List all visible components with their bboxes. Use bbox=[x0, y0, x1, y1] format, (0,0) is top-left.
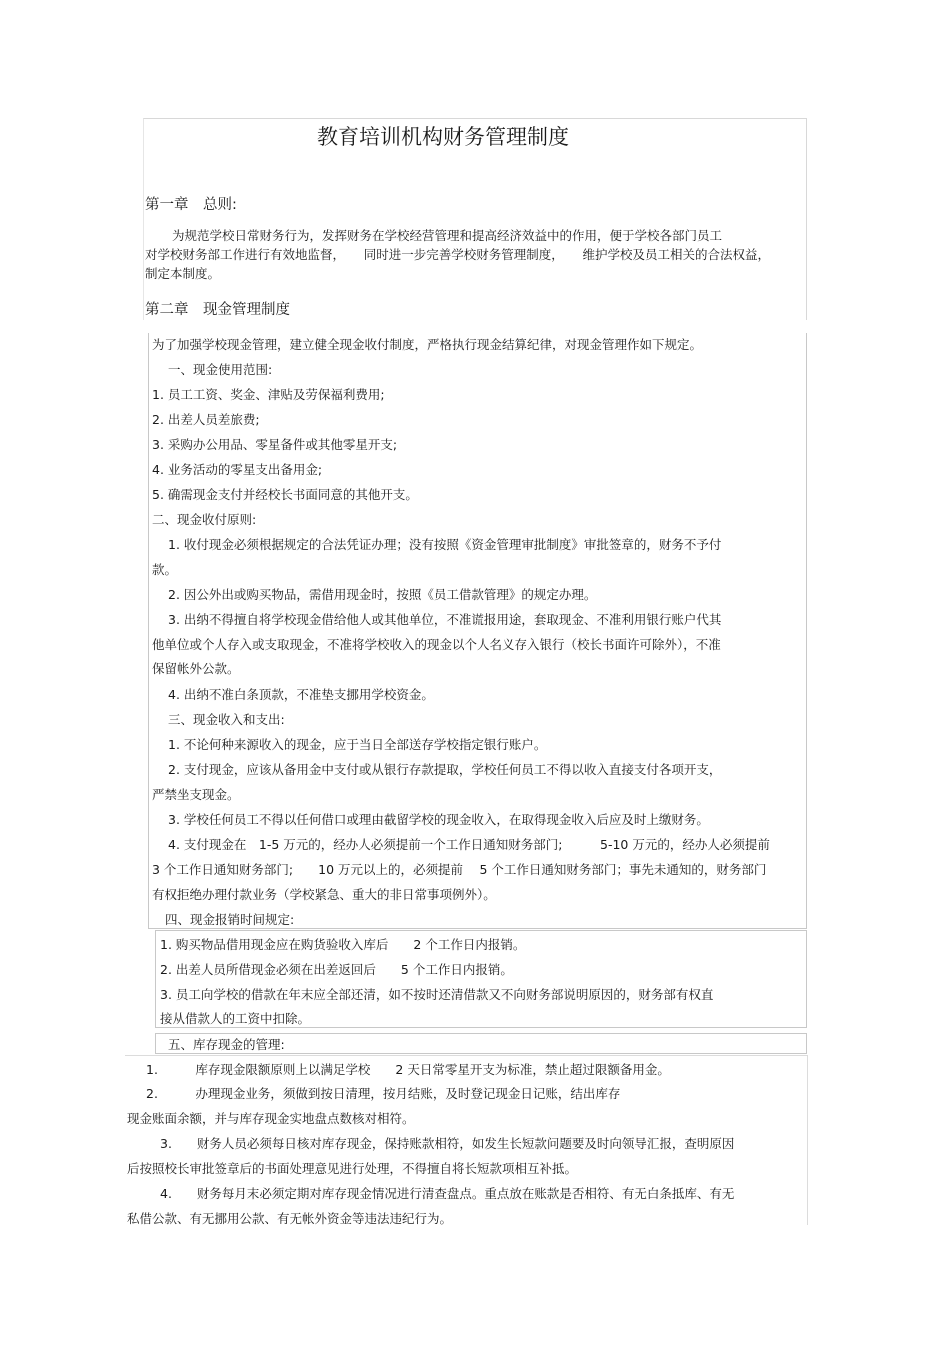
s2-heading: 二、现金收付原则: bbox=[152, 512, 257, 527]
s5-line: 后按照校长审批签章后的书面处理意见进行处理，不得擅自将长短款项相互补抵。 bbox=[127, 1161, 578, 1176]
s3-line: 4. 支付现金在 1-5 万元的，经办人必须提前一个工作日通知财务部门; 5-10 万元的，经办人必须提前 bbox=[168, 837, 770, 852]
s2-line: 保留帐外公款。 bbox=[152, 661, 240, 676]
s2-line: 3. 出纳不得擅自将学校现金借给他人或其他单位，不准谎报用途，套取现金、不准利用银行账户代其 bbox=[168, 612, 722, 627]
s2-line: 他单位或个人存入或支取现金，不准将学校收入的现金以个人名义存入银行（校长书面许可除外），不准 bbox=[152, 637, 721, 652]
s1-item: 4. 业务活动的零星支出备用金; bbox=[152, 462, 323, 477]
s4-line: 接从借款人的工资中扣除。 bbox=[160, 1011, 311, 1026]
s4-line: 2. 出差人员所借现金必须在出差返回后 5 个工作日内报销。 bbox=[160, 962, 513, 977]
s5-line: 3. 财务人员必须每日核对库存现金，保持账款相符，如发生长短款问题要及时向领导汇报，查明原因 bbox=[160, 1136, 735, 1151]
s5-heading: 五、库存现金的管理: bbox=[168, 1037, 285, 1052]
s3-heading: 三、现金收入和支出: bbox=[168, 712, 285, 727]
s2-line: 1. 收付现金必须根据规定的合法凭证办理；没有按照《资金管理审批制度》审批签章的，财务不予付 bbox=[168, 537, 722, 552]
ch1-line-1: 为规范学校日常财务行为，发挥财务在学校经营管理和提高经济效益中的作用，便于学校各部门员工 bbox=[172, 228, 723, 243]
s2-line: 4. 出纳不准白条顶款，不准垫支挪用学校资金。 bbox=[168, 687, 434, 702]
s1-item: 3. 采购办公用品、零星备件或其他零星开支; bbox=[152, 437, 398, 452]
s5-line: 2. 办理现金业务，须做到按日清理，按月结账，及时登记现金日记账，结出库存 bbox=[146, 1086, 621, 1101]
chapter-1-heading: 第一章 总则: bbox=[145, 197, 237, 213]
s1-item: 1. 员工工资、奖金、津贴及劳保福利费用; bbox=[152, 387, 385, 402]
page-title: 教育培训机构财务管理制度 bbox=[317, 125, 569, 149]
s1-item: 5. 确需现金支付并经校长书面同意的其他开支。 bbox=[152, 487, 418, 502]
s5-line: 私借公款、有无挪用公款、有无帐外资金等违法违纪行为。 bbox=[127, 1211, 453, 1226]
ch1-line-3: 制定本制度。 bbox=[145, 266, 221, 281]
s3-line: 有权拒绝办理付款业务（学校紧急、重大的非日常事项例外）。 bbox=[152, 887, 496, 902]
s5-line: 4. 财务每月末必须定期对库存现金情况进行清查盘点。重点放在账款是否相符、有无白条抵库、有无 bbox=[160, 1186, 735, 1201]
s5-line: 1. 库存现金限额原则上以满足学校 2 天日常零星开支为标准，禁止超过限额备用金。 bbox=[146, 1062, 670, 1077]
s3-line: 2. 支付现金，应该从备用金中支付或从银行存款提取，学校任何员工不得以收入直接支付各项开支， bbox=[168, 762, 722, 777]
s4-line: 1. 购买物品借用现金应在购货验收入库后 2 个工作日内报销。 bbox=[160, 937, 526, 952]
s5-line: 现金账面余额，并与库存现金实地盘点数核对相符。 bbox=[127, 1111, 415, 1126]
s3-line: 1. 不论何种来源收入的现金，应于当日全部送存学校指定银行账户。 bbox=[168, 737, 547, 752]
s2-line: 款。 bbox=[152, 562, 178, 577]
ch1-line-2: 对学校财务部工作进行有效地监督， 同时进一步完善学校财务管理制度， 维护学校及员工相关的合法权益， bbox=[145, 247, 771, 262]
s3-line: 3. 学校任何员工不得以任何借口或理由截留学校的现金收入，在取得现金收入后应及时上缴财务。 bbox=[168, 812, 709, 827]
chapter-2-heading: 第二章 现金管理制度 bbox=[145, 302, 290, 318]
s1-heading: 一、现金使用范围: bbox=[168, 362, 273, 377]
s3-line: 3 个工作日通知财务部门; 10 万元以上的，必须提前 5 个工作日通知财务部门；事先未通知的，财务部门 bbox=[152, 862, 767, 877]
s1-item: 2. 出差人员差旅费; bbox=[152, 412, 260, 427]
s3-line: 严禁坐支现金。 bbox=[152, 787, 240, 802]
s4-heading: 四、现金报销时间规定: bbox=[165, 912, 295, 927]
ch2-intro: 为了加强学校现金管理，建立健全现金收付制度，严格执行现金结算纪律，对现金管理作如下规定。 bbox=[152, 337, 703, 352]
s4-line: 3. 员工向学校的借款在年末应全部还清，如不按时还清借款又不向财务部说明原因的，财务部有权直 bbox=[160, 987, 714, 1002]
s2-line: 2. 因公外出或购买物品，需借用现金时，按照《员工借款管理》的规定办理。 bbox=[168, 587, 597, 602]
